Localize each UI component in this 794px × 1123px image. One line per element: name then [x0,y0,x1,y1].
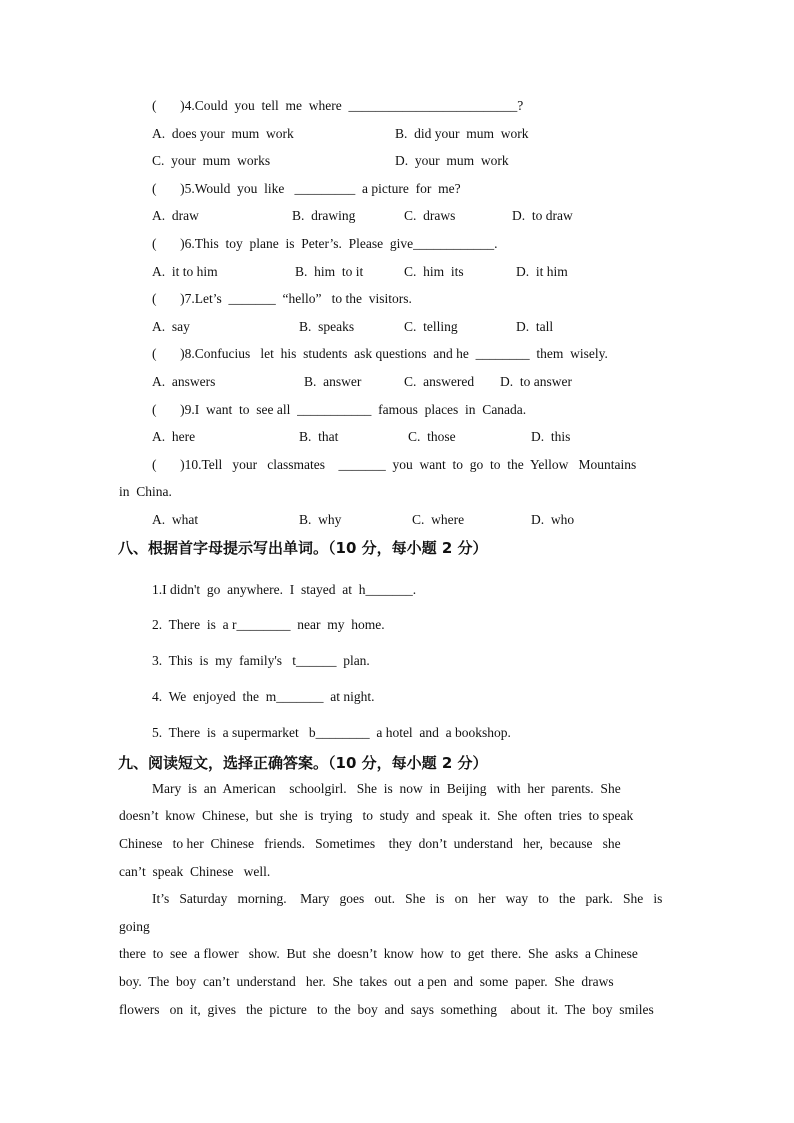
section-9-heading: 九、阅读短文，选择正确答案。（10 分，每小题 2 分） [118,754,488,772]
passage-line: doesn’t know Chinese, but she is trying to study and speak it. She often tries to speak [119,808,634,823]
question-10-option-c: C. where [412,512,465,527]
question-5-stem: ( )5.Would you like _________ a picture for me? [152,181,461,196]
question-8-option-d: D. to answer [500,374,572,389]
question-4-option-d: D. your mum work [395,153,509,168]
passage-line: there to see a flower show. But she doesn’t know how to get there. She asks a Chinese [119,946,638,961]
question-6-option-d: D. it him [516,264,568,279]
question-6-option-c: C. him its [404,264,464,279]
question-4-option-c: C. your mum works [152,153,271,168]
passage-line: It’s Saturday morning. Mary goes out. She is on her way to the park. She is [152,891,663,906]
question-5-option-d: D. to draw [512,208,573,223]
passage-line: Chinese to her Chinese friends. Sometimes they don’t understand her, because she [119,836,621,851]
section-8-item-4: 4. We enjoyed the m_______ at night. [152,689,375,704]
question-6-option-b: B. him to it [295,264,364,279]
question-8-option-a: A. answers [152,374,216,389]
question-6-option-a: A. it to him [152,264,218,279]
question-10-stem-continued: in China. [119,484,172,499]
question-10-option-a: A. what [152,512,199,527]
question-7-option-c: C. telling [404,319,458,334]
section-8-item-2: 2. There is a r________ near my home. [152,617,385,632]
question-8-option-c: C. answered [404,374,475,389]
passage-line: boy. The boy can’t understand her. She takes out a pen and some paper. She draws [119,974,614,989]
question-9-option-d: D. this [531,429,571,444]
question-7-option-a: A. say [152,319,190,334]
section-8-item-3: 3. This is my family's t______ plan. [152,653,370,668]
question-9-option-c: C. those [408,429,456,444]
question-7-option-d: D. tall [516,319,554,334]
question-9-option-a: A. here [152,429,196,444]
passage-line: going [119,919,150,934]
question-9-option-b: B. that [299,429,339,444]
section-8-item-1: 1.I didn't go anywhere. I stayed at h_______. [152,582,417,597]
section-8-item-5: 5. There is a supermarket b________ a hotel and a bookshop. [152,725,511,740]
question-10-option-b: B. why [299,512,342,527]
question-5-option-c: C. draws [404,208,456,223]
question-5-option-a: A. draw [152,208,199,223]
question-4-stem: ( )4.Could you tell me where _________________________? [152,98,524,113]
passage-line: flowers on it, gives the picture to the boy and says something about it. The boy smiles [119,1002,654,1017]
question-10-stem: ( )10.Tell your classmates _______ you want to go to the Yellow Mountains [152,457,637,472]
passage-line: can’t speak Chinese well. [119,864,271,879]
question-4-option-b: B. did your mum work [395,126,529,141]
question-8-stem: ( )8.Confucius let his students ask questions and he ________ them wisely. [152,346,608,361]
section-8-heading: 八、根据首字母提示写出单词。（10 分，每小题 2 分） [118,539,488,557]
question-10-option-d: D. who [531,512,575,527]
question-7-option-b: B. speaks [299,319,355,334]
passage-line: Mary is an American schoolgirl. She is now in Beijing with her parents. She [152,781,621,796]
question-7-stem: ( )7.Let’s _______ “hello” to the visitors. [152,291,412,306]
question-5-option-b: B. drawing [292,208,356,223]
question-8-option-b: B. answer [304,374,362,389]
question-4-option-a: A. does your mum work [152,126,294,141]
question-6-stem: ( )6.This toy plane is Peter’s. Please give____________. [152,236,498,251]
question-9-stem: ( )9.I want to see all ___________ famous places in Canada. [152,402,527,417]
